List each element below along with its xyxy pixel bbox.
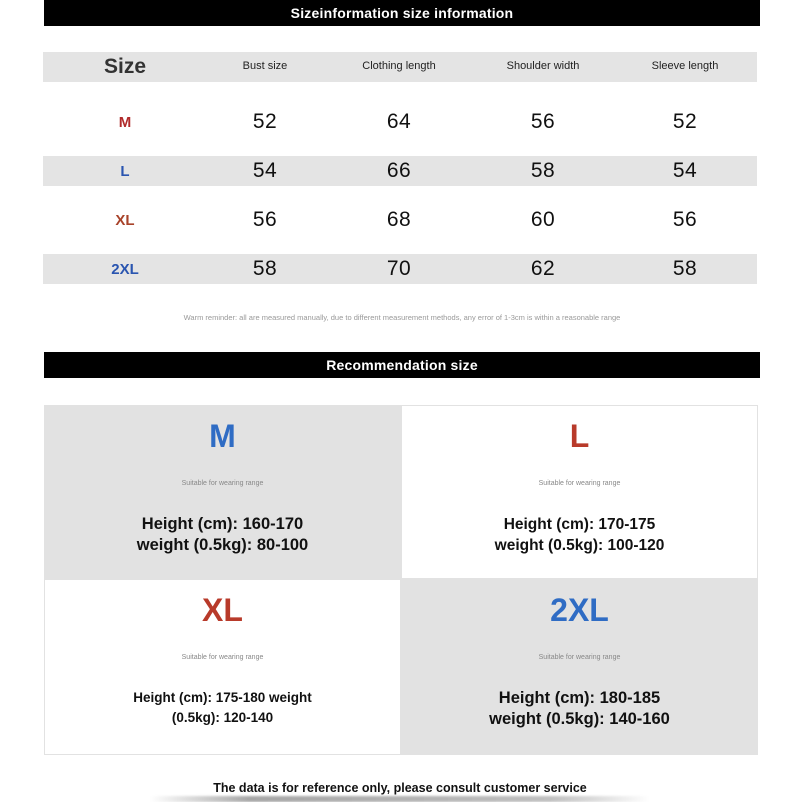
panel-measurements [45, 688, 400, 728]
warm-reminder: Warm reminder: all are measured manually, due to different measurement methods, any error of 1-3cm is within a reasonable range [183, 313, 621, 322]
recommendation-panel-2xl [401, 579, 758, 755]
shoulder-value: 62 [530, 257, 556, 280]
header-shoulder-width: Shoulder width [506, 60, 580, 73]
suitable-range-label: Suitable for wearing range [181, 654, 264, 661]
weight-range: weight (0.5kg): 140-160 [489, 710, 670, 728]
header-sleeve-length: Sleeve length [651, 60, 719, 73]
length-value: 68 [386, 208, 412, 231]
table-row [43, 100, 757, 144]
bust-value: 58 [252, 257, 278, 280]
height-range: Height (cm): 160-170 [141, 515, 304, 533]
panel-size-label: M [209, 418, 236, 454]
size-2xl-label: 2XL [111, 260, 139, 278]
header-clothing-length: Clothing length [362, 60, 436, 73]
recommendation-title: Recommendation size [326, 357, 478, 373]
shoulder-value: 60 [530, 208, 556, 231]
size-info-banner [44, 0, 760, 26]
panel-size-label: XL [202, 592, 243, 628]
header-bust: Bust size [242, 60, 288, 73]
size-info-title: Sizeinformation size information [290, 5, 514, 21]
height-range: Height (cm): 180-185 [498, 689, 661, 707]
header-size: Size [103, 55, 147, 78]
sleeve-value: 54 [672, 159, 698, 182]
panel-size-label: L [569, 418, 590, 454]
panel-measurements [402, 688, 757, 730]
size-l-label: L [120, 162, 130, 180]
panel-size-label: 2XL [550, 592, 609, 628]
suitable-range-label: Suitable for wearing range [538, 654, 621, 661]
shoulder-value: 58 [530, 159, 556, 182]
height-range: Height (cm): 170-175 [503, 516, 656, 533]
recommendation-panel-l [401, 405, 758, 579]
footer-blurred-text [150, 796, 650, 802]
suitable-range-label: Suitable for wearing range [538, 480, 621, 487]
length-value: 64 [386, 110, 412, 133]
sleeve-value: 56 [672, 208, 698, 231]
sleeve-value: 52 [672, 110, 698, 133]
footer-note: The data is for reference only, please consult customer service [213, 781, 587, 795]
bust-value: 56 [252, 208, 278, 231]
size-xl-label: XL [115, 211, 135, 229]
length-value: 66 [386, 159, 412, 182]
bust-value: 52 [252, 110, 278, 133]
table-row [43, 198, 757, 242]
height-range: Height (cm): 175-180 weight [133, 690, 312, 705]
shoulder-value: 56 [530, 110, 556, 133]
table-row [43, 254, 757, 284]
table-row [43, 156, 757, 186]
bust-value: 54 [252, 159, 278, 182]
weight-range: weight (0.5kg): 100-120 [494, 537, 665, 554]
suitable-range-label: Suitable for wearing range [181, 480, 264, 487]
weight-range: (0.5kg): 120-140 [171, 710, 274, 725]
recommendation-panel-xl [44, 579, 401, 755]
weight-range: weight (0.5kg): 80-100 [136, 536, 309, 554]
sleeve-value: 58 [672, 257, 698, 280]
panel-measurements [402, 514, 757, 556]
size-m-label: M [118, 113, 132, 131]
size-table-header [43, 52, 757, 82]
panel-measurements [45, 514, 400, 556]
length-value: 70 [386, 257, 412, 280]
recommendation-banner [44, 352, 760, 378]
recommendation-panel-m [44, 405, 401, 579]
